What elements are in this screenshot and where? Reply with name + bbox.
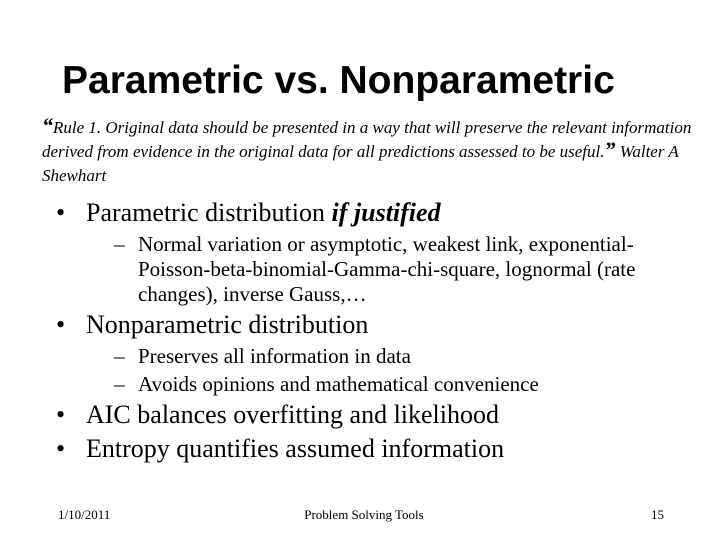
bullet-icon: • [56, 400, 66, 429]
dash-icon: – [114, 372, 125, 396]
sub-bullet-item [114, 372, 706, 397]
bullet-item [56, 400, 706, 430]
sub-bullet-text: Normal variation or asymptotic, weakest link, exponential-Poisson-beta-binomial-Gamma-chi-square, lognormal (rate changes), inverse Gauss,… [138, 232, 636, 306]
bullet-text: AIC balances overfitting and likelihood [86, 400, 500, 429]
sub-bullet-text: Avoids opinions and mathematical convenience [138, 372, 539, 396]
quote-close-mark: ” [604, 137, 616, 162]
shewhart-quote [42, 113, 702, 188]
sub-bullet-item [114, 344, 706, 369]
bullet-text: Entropy quantifies assumed information [86, 434, 505, 463]
bullet-icon: • [56, 434, 66, 463]
page-number: 15 [651, 507, 664, 522]
bullet-list [56, 198, 706, 468]
bullet-icon: • [56, 310, 66, 339]
slide-footer [0, 505, 728, 525]
bullet-item [56, 198, 706, 228]
quote-author: Walter A Shewhart [42, 142, 679, 185]
bullet-icon: • [56, 198, 66, 227]
bullet-item [56, 310, 706, 340]
bullet-text: Parametric distribution [86, 198, 332, 227]
dash-icon: – [114, 344, 125, 368]
slide-title: Parametric vs. Nonparametric [62, 59, 615, 102]
bullet-item [56, 434, 706, 464]
sub-bullet-text: Preserves all information in data [138, 344, 411, 368]
footer-title: Problem Solving Tools [304, 507, 424, 522]
quote-text: Rule 1. Original data should be presented in a way that will preserve the relevant information derived from evidence in the original data for all predictions assessed to be useful. [42, 118, 692, 161]
bullet-emphasis: if justified [331, 198, 441, 227]
sub-bullet-item [114, 232, 706, 307]
quote-open-mark: “ [42, 113, 53, 138]
dash-icon: – [114, 232, 125, 256]
footer-date: 1/10/2011 [58, 507, 111, 522]
bullet-text: Nonparametric distribution [86, 310, 369, 339]
